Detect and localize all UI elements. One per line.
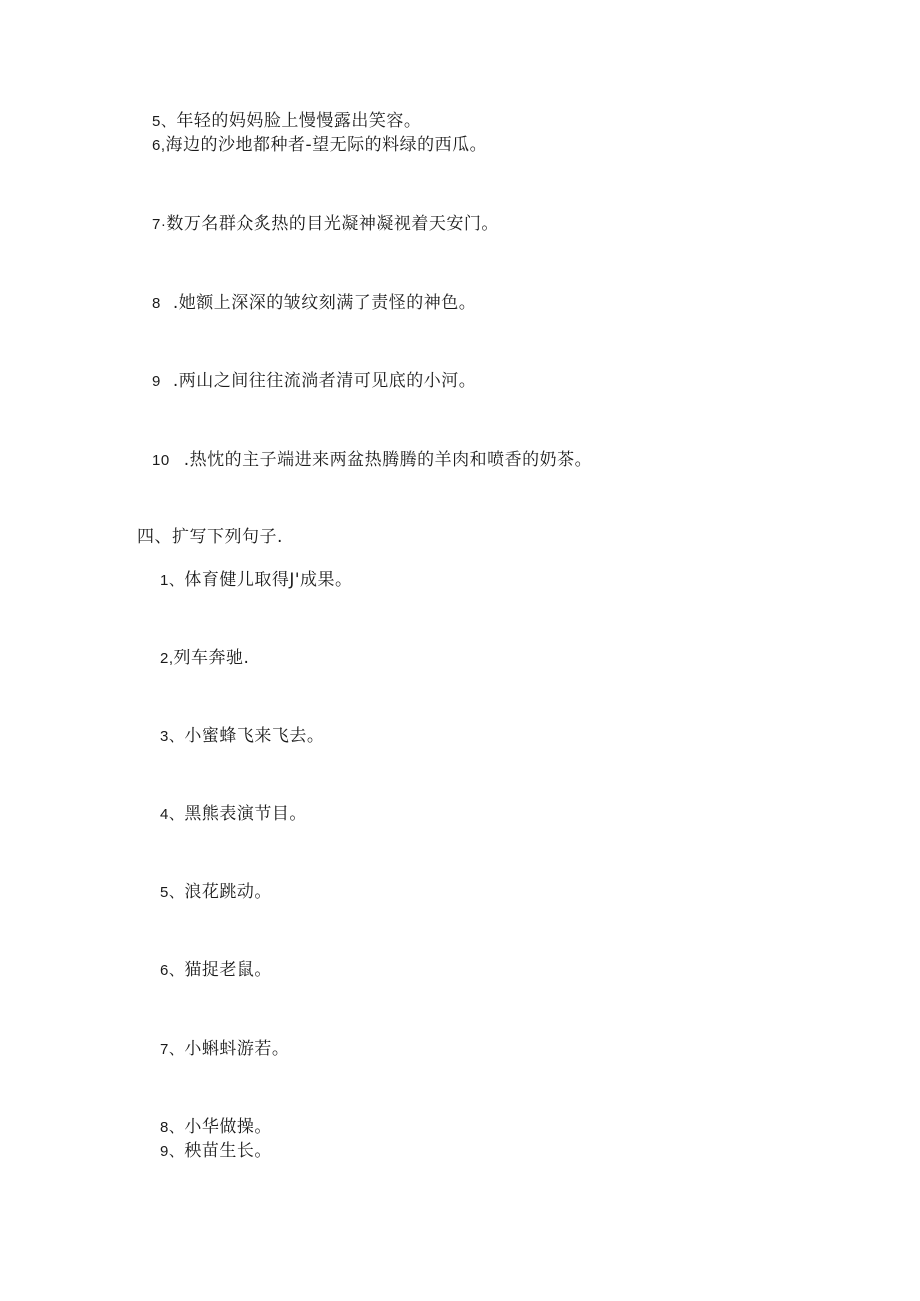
item-number: 5、 — [152, 113, 177, 130]
item-number: 3、 — [160, 728, 185, 745]
item-number: 1、 — [160, 572, 185, 589]
sentence-item — [152, 292, 476, 315]
item-number: 9、 — [160, 1143, 185, 1160]
item-text: 体育健儿取得J'成果。 — [184, 570, 353, 590]
item-number: 2, — [160, 650, 174, 667]
item-text: 黑熊表演节目。 — [184, 804, 307, 824]
item-text: 海边的沙地都种者-望无际的料绿的西瓜。 — [165, 135, 488, 155]
sentence-item — [152, 370, 476, 393]
item-number: 7、 — [160, 1041, 185, 1058]
sentence-item — [152, 449, 592, 472]
item-number: 6、 — [160, 962, 185, 979]
item-number: 8、 — [160, 1119, 185, 1136]
sentence-item — [152, 110, 421, 133]
item-number: 10 — [152, 452, 170, 469]
item-text: 猫捉老鼠。 — [184, 960, 272, 980]
item-text: 秧苗生长。 — [184, 1141, 272, 1161]
expand-item — [160, 1116, 272, 1139]
item-text: 小华做操。 — [184, 1117, 272, 1137]
expand-item — [160, 725, 324, 748]
item-number: 5、 — [160, 884, 185, 901]
expand-item — [160, 569, 353, 592]
expand-item — [160, 1038, 289, 1061]
sentence-item — [152, 213, 499, 236]
item-number: 8 — [152, 295, 161, 312]
section-heading: 四、扩写下列句子. — [137, 527, 283, 547]
item-number: 4、 — [160, 806, 185, 823]
item-text: 小蝌蚪游若。 — [184, 1039, 290, 1059]
item-text: 年轻的妈妈脸上慢慢露出笑容。 — [176, 111, 422, 131]
item-number: 7· — [152, 216, 167, 233]
expand-item — [160, 881, 272, 904]
item-text: .两山之间往往流淌者清可见底的小河。 — [172, 371, 477, 391]
item-text: 浪花跳动。 — [184, 882, 272, 902]
item-text: 数万名群众炙热的目光凝神凝视着天安门。 — [166, 214, 499, 234]
expand-item — [160, 803, 307, 826]
item-number: 6, — [152, 137, 166, 154]
item-text: 小蜜蜂飞来飞去。 — [184, 726, 325, 746]
expand-item — [160, 959, 272, 982]
expand-item — [160, 647, 249, 670]
item-text: 列车奔驰. — [173, 648, 250, 668]
item-text: .她额上深深的皱纹刻满了责怪的神色。 — [172, 293, 477, 313]
sentence-item — [152, 134, 487, 157]
item-number: 9 — [152, 373, 161, 390]
expand-item — [160, 1140, 272, 1163]
item-text: .热忱的主子端进来两盆热腾腾的羊肉和喷香的奶茶。 — [183, 450, 593, 470]
